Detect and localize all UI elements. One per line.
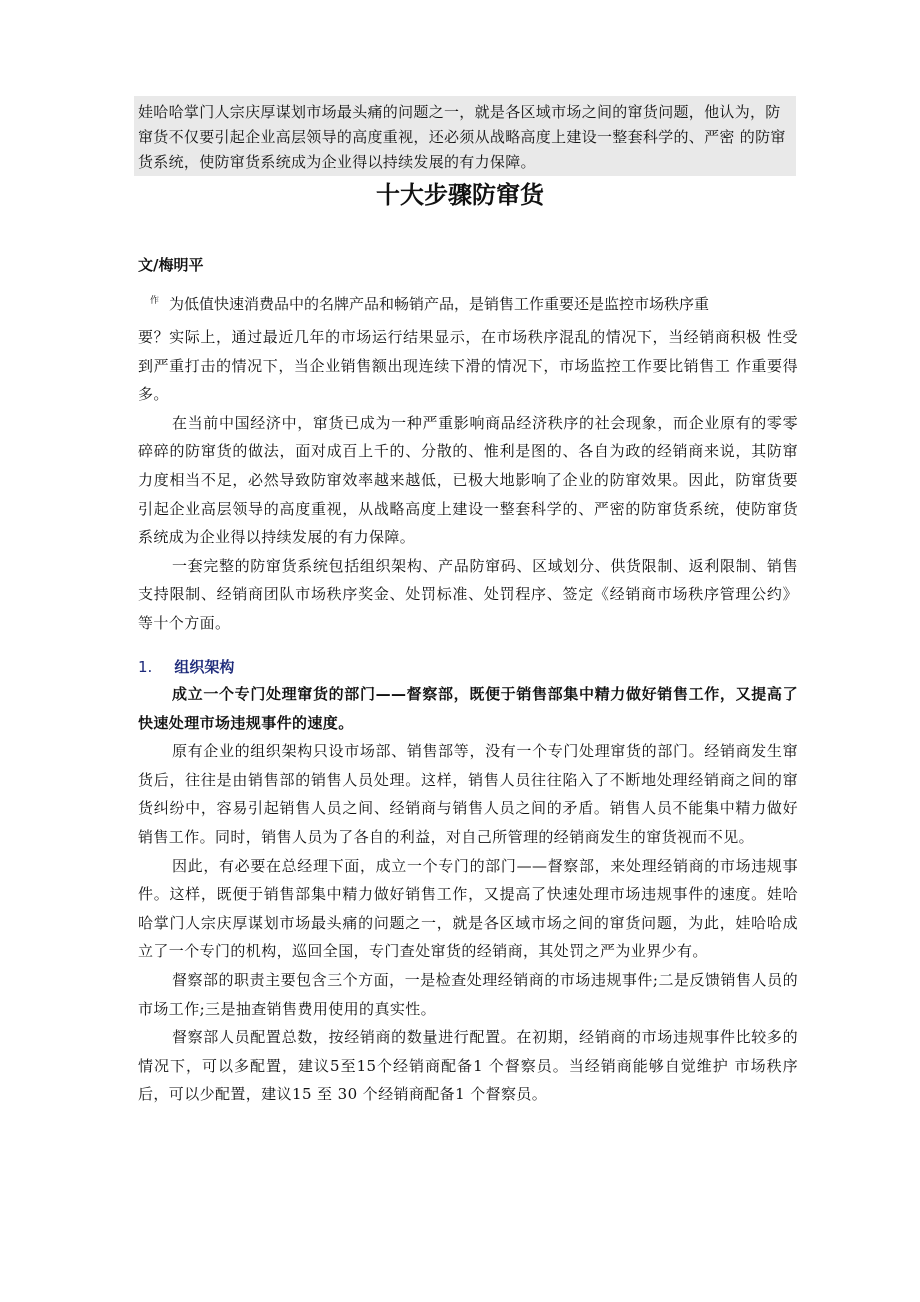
intro-body	[138, 323, 798, 638]
section-lead: 成立一个专门处理窜货的部门——督察部，既便于销售部集中精力做好销售工作，又提高了快速处理市场违规事件的速度。	[138, 685, 798, 732]
intro-drop-char: 作	[150, 296, 160, 306]
section-title: 组织架构	[174, 658, 235, 676]
paragraph: 督察部人员配置总数，按经销商的数量进行配置。在初期，经销商的市场违规事件比较多的情况下，可以多配置，建议5至15个经销商配备1 个督察员。当经销商能够自觉维护 市场秩序后，可以少配置，建议15 至 30 个经销商配备1 个督察员。	[138, 1028, 798, 1104]
summary-text: 娃哈哈掌门人宗庆厚谋划市场最头痛的问题之一，就是各区域市场之间的窜货问题，他认为，防窜货不仅要引起企业高层领导的高度重视，还必须从战略高度上建设一整套科学的、严密 的防窜货系统，使防窜货系统成为企业得以持续发展的有力保障。	[138, 103, 786, 171]
section-number: 1.	[138, 658, 153, 676]
byline: 文/梅明平	[138, 256, 204, 274]
paragraph: 督察部的职责主要包含三个方面，一是检查处理经销商的市场违规事件;二是反馈销售人员的市场工作;三是抽查销售费用使用的真实性。	[138, 970, 798, 1018]
intro-first-line	[150, 289, 709, 316]
paragraph: 一套完整的防窜货系统包括组织架构、产品防窜码、区域划分、供货限制、返利限制、销售支持限制、经销商团队市场秩序奖金、处罚标准、处罚程序、签定《经销商市场秩序管理公约》等十个方面。	[138, 556, 798, 632]
article-title: 十大步骤防窜货	[376, 181, 544, 209]
paragraph: 在当前中国经济中，窜货已成为一种严重影响商品经济秩序的社会现象，而企业原有的零零碎碎的防窜货的做法，面对成百上千的、分散的、惟利是图的、各自为政的经销商来说，其防窜力度相当不足，必然导致防窜效率越来越低，已极大地影响了企业的防窜效果。因此，防窜货要引起企业高层领导的高度重视，从战略高度上建设一整套科学的、严密的防窜货系统，使防窜货系统成为企业得以持续发展的有力保障。	[138, 413, 798, 547]
section-heading	[138, 656, 234, 677]
paragraph: 因此，有必要在总经理下面，成立一个专门的部门——督察部，来处理经销商的市场违规事件。这样，既便于销售部集中精力做好销售工作，又提高了快速处理市场违规事件的速度。娃哈哈掌门人宗庆厚谋划市场最头痛的问题之一，就是各区域市场之间的窜货问题，为此，娃哈哈成立了一个专门的机构，巡回全国，专门查处窜货的经销商，其处罚之严为业界少有。	[138, 856, 798, 961]
intro-rest: 要？实际上，通过最近几年的市场运行结果显示，在市场秩序混乱的情况下，当经销商积极 性受到严重打击的情况下，当企业销售额出现连续下滑的情况下，市场监控工作要比销售工 作重要得多。	[138, 328, 798, 404]
section-body	[138, 680, 798, 1109]
intro-first-line-text: 为低值快速消费品中的名牌产品和畅销产品，是销售工作重要还是监控市场秩序重	[169, 295, 710, 313]
paragraph: 原有企业的组织架构只设市场部、销售部等，没有一个专门处理窜货的部门。经销商发生窜货后，往往是由销售部的销售人员处理。这样，销售人员往往陷入了不断地处理经销商之间的窜货纠纷中，容易引起销售人员之间、经销商与销售人员之间的矛盾。销售人员不能集中精力做好销售工作。同时，销售人员为了各自的利益，对自己所管理的经销商发生的窜货视而不见。	[138, 742, 798, 846]
